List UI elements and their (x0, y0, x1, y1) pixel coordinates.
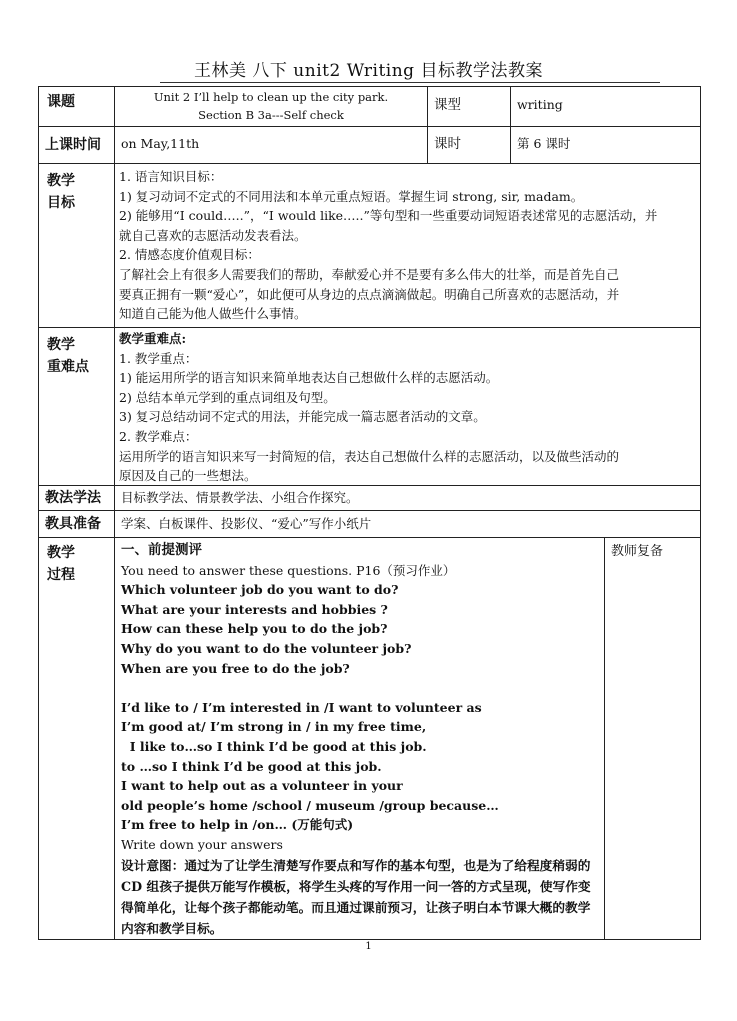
pattern-line: I want to help out as a volunteer in your (121, 778, 403, 794)
goals-line: 了解社会上有很多人需要我们的帮助，奉献爱心并不是要有多么伟大的壮举，而是首先自己 (119, 266, 620, 282)
methods-label-cell (38, 485, 115, 511)
tools-value-cell (114, 510, 701, 538)
methods-value-cell (114, 485, 701, 511)
methods-label: 教法学法 (45, 490, 101, 506)
goals-line: 1) 复习动词不定式的不同用法和本单元重点短语。掌握生词 strong, sir, madam。 (119, 188, 584, 204)
title-underline (160, 82, 660, 83)
page-number: 1 (365, 941, 372, 952)
goals-line: 2) 能够用“I could…..”，“I would like…..”等句型和一些重要动词短语表述常见的志愿活动，并 (119, 208, 658, 224)
type-label-cell (427, 86, 511, 127)
section-title: 一、前提测评 (121, 542, 202, 558)
keypoints-heading: 教学重难点: (119, 331, 187, 346)
class-date-cell (114, 126, 428, 164)
goals-label-line-1: 教学 (47, 173, 75, 189)
period-label-cell (427, 126, 511, 164)
teacher-note: 教师复备 (611, 544, 664, 559)
period-value-cell (510, 126, 701, 164)
blank-line (121, 678, 598, 698)
tools-value: 学案、白板课件、投影仪、“爱心”写作小纸片 (121, 516, 372, 531)
pattern-line: old people’s home /school / museum /group because… (121, 797, 499, 813)
period-label: 课时 (434, 136, 461, 152)
class-time-label: 上课时间 (45, 137, 101, 153)
type-label: 课型 (434, 97, 461, 113)
pattern-line: I’d like to / I’m interested in /I want to volunteer as (121, 699, 482, 715)
goals-content-cell (114, 163, 701, 328)
keypoints-label-line-1: 教学 (47, 337, 75, 353)
topic-line-2: Section B 3a---Self check (198, 108, 344, 122)
type-value-cell (510, 86, 701, 127)
process-content-cell (114, 537, 605, 940)
pattern-line: I’m free to help in /on… (万能句式) (121, 817, 354, 833)
intro-line: You need to answer these questions. P16（预习作业） (121, 562, 456, 578)
tools-label-cell (38, 510, 115, 538)
process-label-line-1: 教学 (47, 545, 75, 561)
keypoints-line: 1) 能运用所学的语言知识来简单地表达自己想做什么样的志愿活动。 (119, 370, 499, 386)
keypoints-line: 1. 教学重点： (119, 350, 198, 366)
keypoints-line: 运用所学的语言知识来写一封简短的信，表达自己想做什么样的志愿活动，以及做些活动的 (119, 448, 620, 464)
keypoints-label-cell (38, 327, 115, 486)
pattern-line: to …so I think I’d be good at this job. (121, 758, 382, 774)
keypoints-line: 原因及自己的一些想法。 (119, 468, 257, 484)
question-line: Why do you want to do the volunteer job? (121, 640, 412, 656)
goals-line: 1. 语言知识目标： (119, 169, 223, 184)
question-line: How can these help you to do the job? (121, 621, 388, 637)
topic-label: 课题 (47, 94, 75, 110)
document-title: 王林美 八下 unit2 Writing 目标教学法教案 (194, 61, 543, 81)
question-line: When are you free to do the job? (121, 660, 350, 676)
pattern-line: I like to…so I think I’d be good at this job. (121, 738, 427, 754)
topic-value-cell (114, 86, 428, 127)
process-label-line-2: 过程 (47, 567, 75, 583)
pattern-line: I’m good at/ I’m strong in / in my free time, (121, 719, 427, 735)
keypoints-line: 2) 总结本单元学到的重点词组及句型。 (119, 389, 336, 405)
methods-value: 目标教学法、情景教学法、小组合作探究。 (121, 490, 359, 505)
goals-line: 2. 情感态度价值观目标： (119, 247, 260, 263)
keypoints-line: 3) 复习总结动词不定式的用法，并能完成一篇志愿者活动的文章。 (119, 409, 486, 425)
process-label-cell (38, 537, 115, 940)
goals-label-line-2: 目标 (47, 195, 75, 211)
class-time-label-cell (38, 126, 115, 164)
keypoints-content-cell (114, 327, 701, 486)
teacher-note-cell (604, 537, 701, 940)
question-line: What are your interests and hobbies ? (121, 601, 388, 617)
period-value: 第 6 课时 (517, 136, 571, 151)
goals-line: 就自己喜欢的志愿活动发表看法。 (119, 227, 307, 243)
goals-line: 知道自己能为他人做些什么事情。 (119, 306, 307, 322)
topic-label-cell (38, 86, 115, 127)
topic-line-1: Unit 2 I’ll help to clean up the city park. (153, 90, 389, 104)
tools-label: 教具准备 (45, 516, 101, 532)
question-line: Which volunteer job do you want to do? (121, 582, 399, 598)
goals-line: 要真正拥有一颗“爱心”，如此便可从身边的点点滴滴做起。明确自己所喜欢的志愿活动，并 (119, 286, 620, 302)
type-value: writing (517, 97, 563, 112)
write-down-line: Write down your answers (121, 836, 283, 852)
keypoints-line: 2. 教学难点： (119, 428, 198, 444)
goals-label-cell (38, 163, 115, 328)
design-intent-paragraph: 设计意图：通过为了让学生清楚写作要点和写作的基本句型，也是为了给程度稍弱的 CD 组孩子提供万能写作模板，将学生头疼的写作用一问一答的方式呈现，使写作变得简单化，让每个孩子都能动笔。而且通过课前预习，让孩子明白本节课大概的教学内容和教学目标。 (121, 857, 591, 936)
class-date: on May,11th (121, 136, 200, 151)
keypoints-label-line-2: 重难点 (47, 359, 89, 375)
